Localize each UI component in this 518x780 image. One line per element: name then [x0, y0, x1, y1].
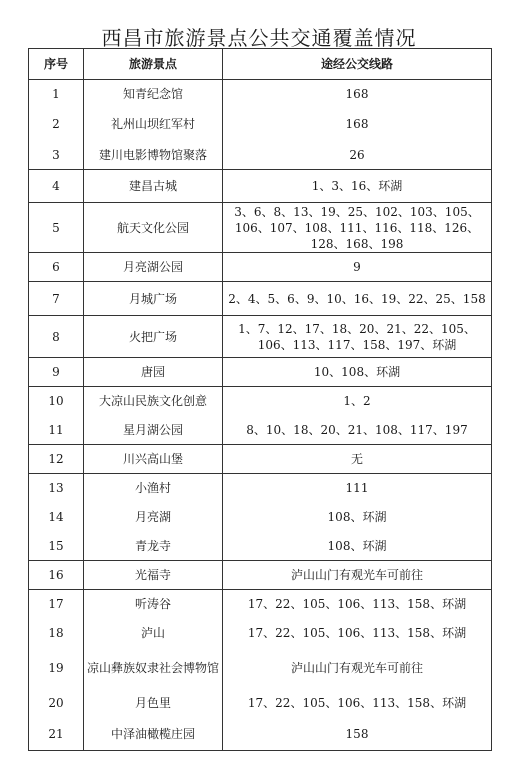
- table-row: [29, 316, 492, 358]
- attraction-name: 月亮湖公园: [84, 253, 223, 282]
- table-row: [29, 648, 492, 689]
- row-number: 17: [29, 590, 84, 619]
- table-row: [29, 282, 492, 316]
- bus-routes: 111: [223, 474, 492, 503]
- table-row: [29, 590, 492, 619]
- attraction-name: 火把广场: [84, 316, 223, 358]
- row-number: 19: [29, 648, 84, 689]
- attraction-name: 中泽油橄榄庄园: [84, 718, 223, 751]
- bus-routes: 1、3、16、环湖: [223, 170, 492, 203]
- table-header-row: [29, 49, 492, 80]
- table-body: [29, 80, 492, 751]
- table-row: [29, 170, 492, 203]
- bus-routes: 108、环湖: [223, 532, 492, 561]
- bus-routes: 17、22、105、106、113、158、环湖: [223, 619, 492, 648]
- bus-coverage-table: [28, 48, 492, 751]
- attraction-name: 青龙寺: [84, 532, 223, 561]
- bus-routes: 10、108、环湖: [223, 358, 492, 387]
- bus-routes: 泸山山门有观光车可前往: [223, 561, 492, 590]
- header-routes: 途经公交线路: [223, 49, 492, 80]
- bus-routes: 9: [223, 253, 492, 282]
- bus-routes: 泸山山门有观光车可前往: [223, 648, 492, 689]
- attraction-name: 光福寺: [84, 561, 223, 590]
- row-number: 18: [29, 619, 84, 648]
- table-row: [29, 445, 492, 474]
- bus-routes: 26: [223, 141, 492, 170]
- row-number: 6: [29, 253, 84, 282]
- table-row: [29, 108, 492, 141]
- attraction-name: 小渔村: [84, 474, 223, 503]
- attraction-name: 大凉山民族文化创意: [84, 387, 223, 416]
- attraction-name: 月色里: [84, 689, 223, 718]
- row-number: 7: [29, 282, 84, 316]
- table-row: [29, 80, 492, 108]
- bus-routes: 3、6、8、13、19、25、102、103、105、106、107、108、111、116、118、126、128、168、198: [223, 203, 492, 253]
- bus-routes: 17、22、105、106、113、158、环湖: [223, 590, 492, 619]
- attraction-name: 听涛谷: [84, 590, 223, 619]
- attraction-name: 礼州山坝红军村: [84, 108, 223, 141]
- row-number: 16: [29, 561, 84, 590]
- table-row: [29, 689, 492, 718]
- row-number: 20: [29, 689, 84, 718]
- row-number: 3: [29, 141, 84, 170]
- attraction-name: 知青纪念馆: [84, 80, 223, 108]
- table-row: [29, 718, 492, 751]
- row-number: 4: [29, 170, 84, 203]
- table-row: [29, 416, 492, 445]
- bus-routes: 108、环湖: [223, 503, 492, 532]
- header-attraction: 旅游景点: [84, 49, 223, 80]
- bus-routes: 1、2: [223, 387, 492, 416]
- attraction-name: 凉山彝族奴隶社会博物馆: [84, 648, 223, 689]
- row-number: 15: [29, 532, 84, 561]
- attraction-name: 川兴高山堡: [84, 445, 223, 474]
- table-row: [29, 253, 492, 282]
- bus-routes: 8、10、18、20、21、108、117、197: [223, 416, 492, 445]
- table-row: [29, 532, 492, 561]
- row-number: 9: [29, 358, 84, 387]
- table-row: [29, 503, 492, 532]
- attraction-name: 唐园: [84, 358, 223, 387]
- table-row: [29, 474, 492, 503]
- header-no: 序号: [29, 49, 84, 80]
- document-title: 西昌市旅游景点公共交通覆盖情况: [101, 26, 417, 50]
- table-row: [29, 619, 492, 648]
- row-number: 21: [29, 718, 84, 751]
- attraction-name: 星月湖公园: [84, 416, 223, 445]
- row-number: 11: [29, 416, 84, 445]
- row-number: 5: [29, 203, 84, 253]
- attraction-name: 月城广场: [84, 282, 223, 316]
- row-number: 1: [29, 80, 84, 108]
- table-row: [29, 141, 492, 170]
- row-number: 13: [29, 474, 84, 503]
- bus-routes: 168: [223, 80, 492, 108]
- table-row: [29, 561, 492, 590]
- attraction-name: 建川电影博物馆聚落: [84, 141, 223, 170]
- row-number: 12: [29, 445, 84, 474]
- table-row: [29, 358, 492, 387]
- attraction-name: 航天文化公园: [84, 203, 223, 253]
- row-number: 10: [29, 387, 84, 416]
- attraction-name: 泸山: [84, 619, 223, 648]
- bus-routes: 2、4、5、6、9、10、16、19、22、25、158: [223, 282, 492, 316]
- row-number: 14: [29, 503, 84, 532]
- bus-routes: 17、22、105、106、113、158、环湖: [223, 689, 492, 718]
- attraction-name: 月亮湖: [84, 503, 223, 532]
- bus-routes: 无: [223, 445, 492, 474]
- attraction-name: 建昌古城: [84, 170, 223, 203]
- table-row: [29, 387, 492, 416]
- bus-routes: 168: [223, 108, 492, 141]
- row-number: 2: [29, 108, 84, 141]
- row-number: 8: [29, 316, 84, 358]
- bus-routes: 1、7、12、17、18、20、21、22、105、106、113、117、158、197、环湖: [223, 316, 492, 358]
- table-row: [29, 203, 492, 253]
- bus-routes: 158: [223, 718, 492, 751]
